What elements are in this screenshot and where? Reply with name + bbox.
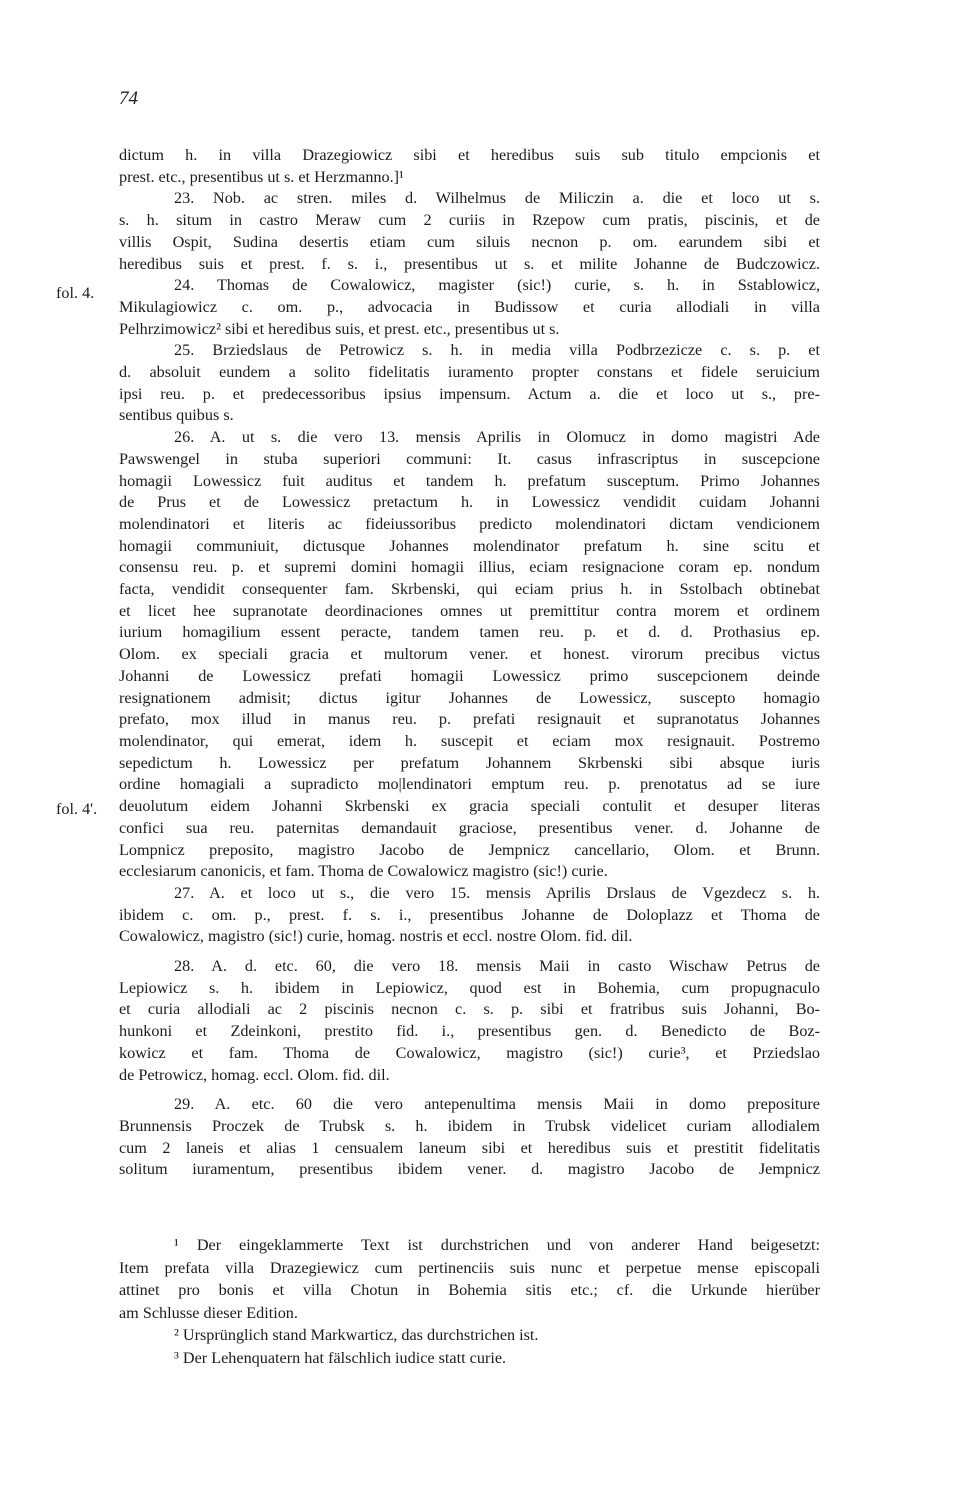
- text-line: consensu reu. p. et supremi domini homagii illius, eciam resignacione coram ep. nondum: [119, 558, 820, 577]
- text-line: solitum iuramentum, presentibus ibidem vener. d. magistro Jacobo de Jempnicz: [119, 1160, 820, 1179]
- text-line: homagii communiuit, dictusque Johannes molendinator prefatum h. sine scitu et: [119, 536, 820, 555]
- footnotes: [119, 1234, 820, 1369]
- text-line: resignationem admisit; dictus igitur Johannes de Lowessicz, suscepto homagio: [119, 688, 820, 707]
- text-line: Pawswengel in stuba superiori communi: It. casus infrascriptus in suscepcione: [119, 449, 820, 468]
- text-line: sepedictum h. Lowessicz per prefatum Johannem Skrbenski sibi absque iuris: [119, 753, 820, 772]
- text-line: de Prus et de Lowessicz pretactum h. in Lowessicz vendidit cuidam Johanni: [119, 493, 820, 512]
- text-line: Cowalowicz, magistro (sic!) curie, homag. nostris et eccl. nostre Olom. fid. dil.: [119, 927, 633, 946]
- text-line: 27. A. et loco ut s., die vero 15. mensis Aprilis Drslaus de Vgezdecz s. h.: [174, 883, 820, 902]
- text-line: d. absoluit eundem a solito fidelitatis iuramento propter constans et fidele seruicium: [119, 363, 820, 382]
- text-line: Brunnensis Proczek de Trubsk s. h. ibidem in Trubsk videlicet curiam allodialem: [119, 1116, 820, 1135]
- text-line: kowicz et fam. Thoma de Cowalowicz, magistro (sic!) curie³, et Prziedslao: [119, 1043, 820, 1062]
- footnote-line: attinet pro bonis et villa Chotun in Bohemia sitis etc.; cf. die Urkunde hierüber: [119, 1281, 820, 1299]
- text-line: Lepiowicz s. h. ibidem in Lepiowicz, quod est in Bohemia, cum propugnaculo: [119, 978, 820, 997]
- text-line: 24. Thomas de Cowalowicz, magister (sic!) curie, s. h. in Sstablowicz,: [174, 276, 820, 295]
- text-line: molendinatori et literis ac fideiussoribus predicto molendinatori dictam vendicionem: [119, 514, 820, 533]
- footnote-line: ³ Der Lehenquatern hat fälschlich iudice statt curie.: [174, 1348, 507, 1367]
- text-line: 29. A. etc. 60 die vero antepenultima mensis Maii in domo prepositure: [174, 1095, 820, 1114]
- text-line: 26. A. ut s. die vero 13. mensis Aprilis in Olomucz in domo magistri Ade: [174, 428, 820, 447]
- text-line: sentibus quibus s.: [119, 406, 234, 425]
- text-line: Lompnicz preposito, magistro Jacobo de Jempnicz cancellario, Olom. et Brunn.: [119, 840, 820, 859]
- text-line: deuolutum eidem Johanni Skrbenski ex gracia speciali contulit et desuper literas: [119, 797, 820, 816]
- text-line: 25. Brziedslaus de Petrowicz s. h. in media villa Podbrzezicze c. s. p. et: [174, 341, 820, 360]
- text-line: confici sua reu. paternitas demandauit graciose, presentibus vener. d. Johanne de: [119, 818, 820, 837]
- text-line: ordine homagiali a supradicto mo|lendinatori emptum reu. p. prenotatus ad se iure: [119, 775, 820, 794]
- text-line: ecclesiarum canonicis, et fam. Thoma de Cowalowicz magistro (sic!) curie.: [119, 862, 608, 881]
- text-line: Olom. ex speciali gracia et multorum vener. et honest. virorum precibus victus: [119, 645, 820, 664]
- text-line: 23. Nob. ac stren. miles d. Wilhelmus de Miliczin a. die et loco ut s.: [174, 189, 820, 208]
- text-line: s. h. situm in castro Meraw cum 2 curiis in Rzepow cum pratis, piscinis, et de: [119, 211, 820, 230]
- text-line: heredibus suis et prest. f. s. i., presentibus ut s. et milite Johanne de Budczowicz.: [119, 254, 820, 273]
- footnote-line: Item prefata villa Drazegiewicz cum pertinenciis suis nunc et perpetue mense episcopali: [119, 1258, 820, 1277]
- text-line: iurium homagilium essent peracte, tandem tamen reu. p. et d. d. Prothasius ep.: [119, 623, 820, 642]
- text-line: prest. etc., presentibus ut s. et Herzmanno.]¹: [119, 167, 404, 186]
- text-line: ipsi reu. p. et predecessoribus ipsius impensum. Actum a. die et loco ut s., pre-: [119, 384, 820, 403]
- text-line: dictum h. in villa Drazegiowicz sibi et heredibus suis sub titulo empcionis et: [119, 146, 820, 164]
- text-line: prefato, mox illud in manus reu. p. prefati resignauit et supranotatus Johannes: [119, 710, 820, 729]
- text-line: facta, vendidit consequenter fam. Skrbenski, qui eciam prius h. in Sstolbach obtinebat: [119, 580, 820, 599]
- text-line: Johanni de Lowessicz prefati homagii Lowessicz primo suscepcionem deinde: [119, 666, 820, 685]
- text-line: molendinator, qui emerat, idem h. suscepit et eciam mox resignauit. Postremo: [119, 731, 820, 750]
- text-line: Pelhrzimowicz² sibi et heredibus suis, et prest. etc., presentibus ut s.: [119, 319, 560, 338]
- text-line: et curia allodiali ac 2 piscinis necnon c. s. p. sibi et fratribus suis Johanni, Bo-: [119, 1000, 820, 1019]
- margin-note-folio: fol. 4.: [56, 284, 95, 302]
- text-line: villis Ospit, Sudina desertis etiam cum siluis necnon p. om. earundem sibi et: [119, 232, 820, 251]
- text-line: homagii Lowessicz fuit auditus et tandem h. prefatum susceptum. Primo Johannes: [119, 471, 820, 490]
- body-text: [119, 145, 820, 1181]
- footnote-line: ¹ Der eingeklammerte Text ist durchstrichen und von anderer Hand beigesetzt:: [174, 1236, 820, 1254]
- page-number: 74: [119, 88, 138, 109]
- text-line: 28. A. d. etc. 60, die vero 18. mensis Maii in casto Wischaw Petrus de: [174, 957, 820, 976]
- text-line: de Petrowicz, homag. eccl. Olom. fid. dil.: [119, 1065, 390, 1084]
- margin-note-folio: fol. 4'.: [56, 800, 98, 818]
- text-line: Mikulagiowicz c. om. p., advocacia in Budissow et curia allodiali in villa: [119, 297, 820, 316]
- text-line: cum 2 laneis et alias 1 censualem laneum sibi et heredibus suis et prestitit fidelitatis: [119, 1138, 820, 1157]
- footnote-line: ² Ursprünglich stand Markwarticz, das durchstrichen ist.: [174, 1326, 539, 1344]
- text-line: hunkoni et Zdeinkoni, prestito fid. i., presentibus gen. d. Benedicto de Boz-: [119, 1022, 820, 1041]
- footnote-line: am Schlusse dieser Edition.: [119, 1303, 298, 1322]
- text-line: ibidem c. om. p., prest. f. s. i., presentibus Johanne de Doloplazz et Thoma de: [119, 905, 820, 924]
- text-line: et licet hee supranotate deordinaciones omnes ut premittitur contra morem et ordinem: [119, 601, 820, 620]
